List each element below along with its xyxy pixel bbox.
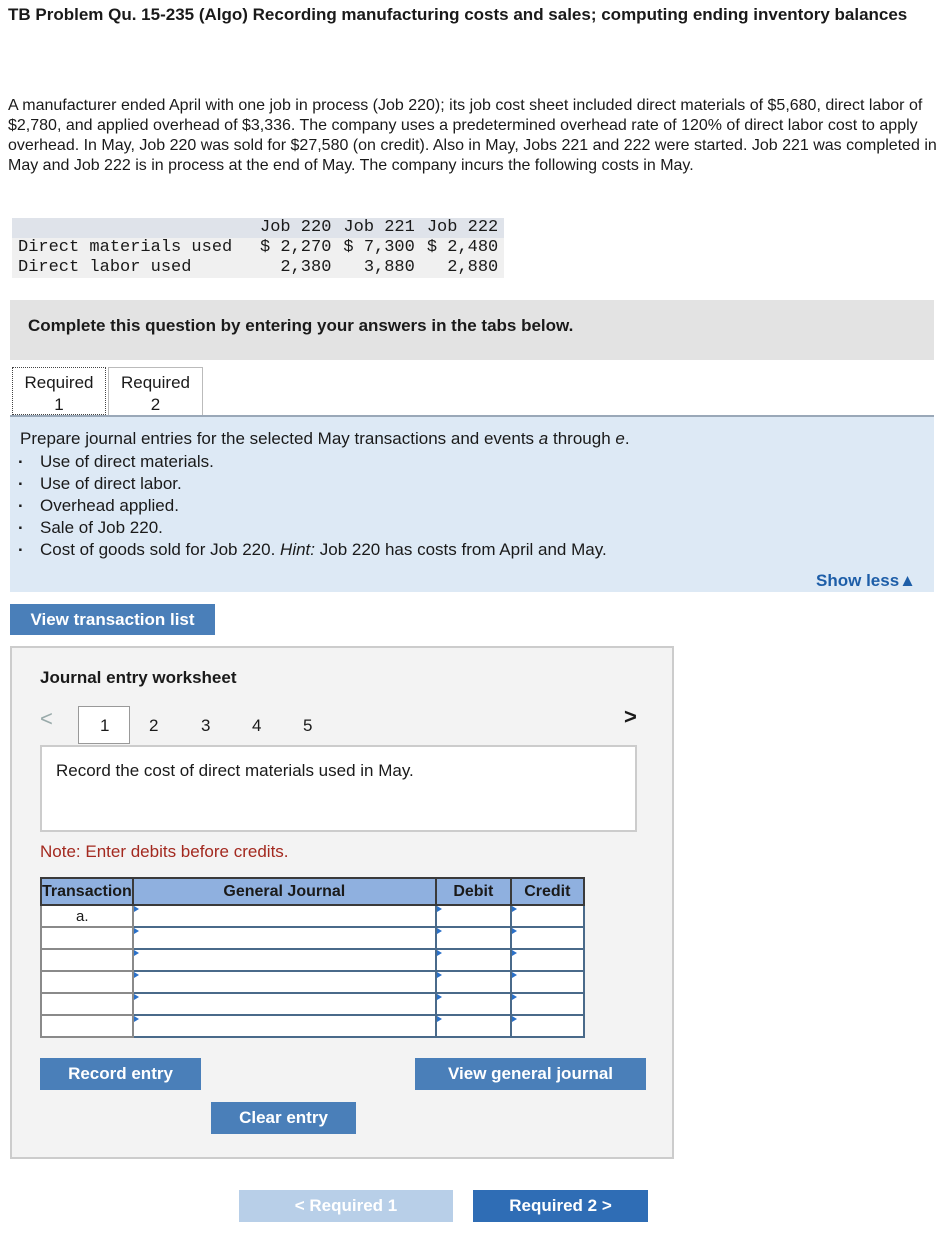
table-row — [41, 905, 584, 927]
chevron-left-icon[interactable]: < — [40, 706, 53, 731]
page-2[interactable]: 2 — [149, 716, 159, 735]
instructions-lead: Prepare journal entries for the selected May transactions and events a through e. — [20, 429, 630, 448]
credit-input[interactable] — [511, 905, 584, 927]
cost-row-label: Direct materials used — [12, 238, 254, 258]
cost-cell: $ 2,480 — [421, 238, 504, 258]
table-row — [41, 949, 584, 971]
tab-required-2[interactable] — [108, 367, 203, 415]
list-item: . Overhead applied. — [40, 495, 607, 517]
transaction-cell[interactable] — [41, 949, 133, 971]
debit-input[interactable] — [436, 971, 511, 993]
tab-label: Required — [121, 373, 190, 392]
tab-label: Required — [24, 373, 94, 392]
entry-prompt-box — [40, 745, 637, 832]
debit-input[interactable] — [436, 949, 511, 971]
show-less-link[interactable]: Show less▲ — [816, 571, 916, 590]
cost-cell: 2,380 — [254, 258, 337, 278]
cost-cell: 3,880 — [337, 258, 420, 278]
page-4[interactable]: 4 — [252, 716, 262, 735]
transaction-cell[interactable] — [41, 1015, 133, 1037]
cost-cell: $ 2,270 — [254, 238, 337, 258]
account-input[interactable] — [133, 971, 436, 993]
transaction-cell[interactable] — [41, 927, 133, 949]
credit-input[interactable] — [511, 927, 584, 949]
view-transaction-list-button[interactable]: View transaction list — [10, 604, 215, 635]
journal-table — [40, 877, 585, 1038]
problem-intro: A manufacturer ended April with one job in process (Job 220); its job cost sheet included direct materials of $5,680, direct labor of $2,780, and applied overhead of $3,336. The company uses a predetermined overhead rate of 120% of direct labor cost to apply overhead. In May, Job 220 was sold for $27,580 (on credit). Also in May, Jobs 221 and 222 were started. Job 221 was completed in May and Job 222 is in process at the end of May. The company incurs the following costs in May. — [8, 97, 937, 174]
prev-required-1-button[interactable]: < Required 1 — [239, 1190, 453, 1222]
chevron-right-icon[interactable]: > — [624, 704, 637, 729]
tab-number: 2 — [150, 395, 161, 414]
transaction-cell[interactable]: a. — [41, 905, 133, 927]
cost-cell: 2,880 — [421, 258, 504, 278]
next-required-2-button[interactable]: Required 2 > — [473, 1190, 648, 1222]
col-general-journal: General Journal — [133, 878, 436, 905]
list-item: . Sale of Job 220. — [40, 517, 607, 539]
view-general-journal-button[interactable]: View general journal — [415, 1058, 646, 1090]
tab-number: 1 — [54, 395, 64, 414]
note-text: Note: Enter debits before credits. — [40, 842, 289, 861]
col-credit: Credit — [511, 878, 584, 905]
job-cost-table — [12, 218, 504, 278]
account-input[interactable] — [133, 927, 436, 949]
entry-prompt: Record the cost of direct materials used in May. — [56, 761, 414, 780]
debit-input[interactable] — [436, 993, 511, 1015]
page-1[interactable]: 1 — [100, 716, 110, 735]
debit-input[interactable] — [436, 927, 511, 949]
page-5[interactable]: 5 — [303, 716, 313, 735]
cost-table-header: Job 220 — [254, 218, 337, 238]
table-row — [41, 927, 584, 949]
list-item: . Use of direct labor. — [40, 473, 607, 495]
cost-table-header: Job 221 — [337, 218, 420, 238]
debit-input[interactable] — [436, 1015, 511, 1037]
instructions-panel — [10, 417, 934, 592]
cost-row-label: Direct labor used — [12, 258, 254, 278]
account-input[interactable] — [133, 993, 436, 1015]
credit-input[interactable] — [511, 1015, 584, 1037]
credit-input[interactable] — [511, 949, 584, 971]
transaction-cell[interactable] — [41, 993, 133, 1015]
transaction-cell[interactable] — [41, 971, 133, 993]
tab-required-1[interactable] — [12, 367, 106, 415]
table-row — [41, 1015, 584, 1037]
banner-text: Complete this question by entering your answers in the tabs below. — [28, 316, 574, 335]
table-row — [41, 993, 584, 1015]
instruction-banner — [10, 300, 934, 360]
list-item: . Use of direct materials. — [40, 451, 607, 473]
list-item: . Cost of goods sold for Job 220. Hint: Job 220 has costs from April and May. — [40, 539, 607, 561]
record-entry-button[interactable]: Record entry — [40, 1058, 201, 1090]
cost-cell: $ 7,300 — [337, 238, 420, 258]
col-transaction: Transaction — [41, 878, 133, 905]
table-row — [41, 971, 584, 993]
cost-table-corner — [12, 218, 254, 238]
cost-table-header: Job 222 — [421, 218, 504, 238]
account-input[interactable] — [133, 949, 436, 971]
credit-input[interactable] — [511, 971, 584, 993]
worksheet-title: Journal entry worksheet — [40, 668, 237, 687]
problem-title: TB Problem Qu. 15-235 (Algo) Recording manufacturing costs and sales; computing ending inventory balances — [8, 5, 908, 24]
credit-input[interactable] — [511, 993, 584, 1015]
clear-entry-button[interactable]: Clear entry — [211, 1102, 356, 1134]
account-input[interactable] — [133, 905, 436, 927]
page-3[interactable]: 3 — [201, 716, 211, 735]
col-debit: Debit — [436, 878, 511, 905]
account-input[interactable] — [133, 1015, 436, 1037]
debit-input[interactable] — [436, 905, 511, 927]
instructions-list — [40, 451, 607, 561]
